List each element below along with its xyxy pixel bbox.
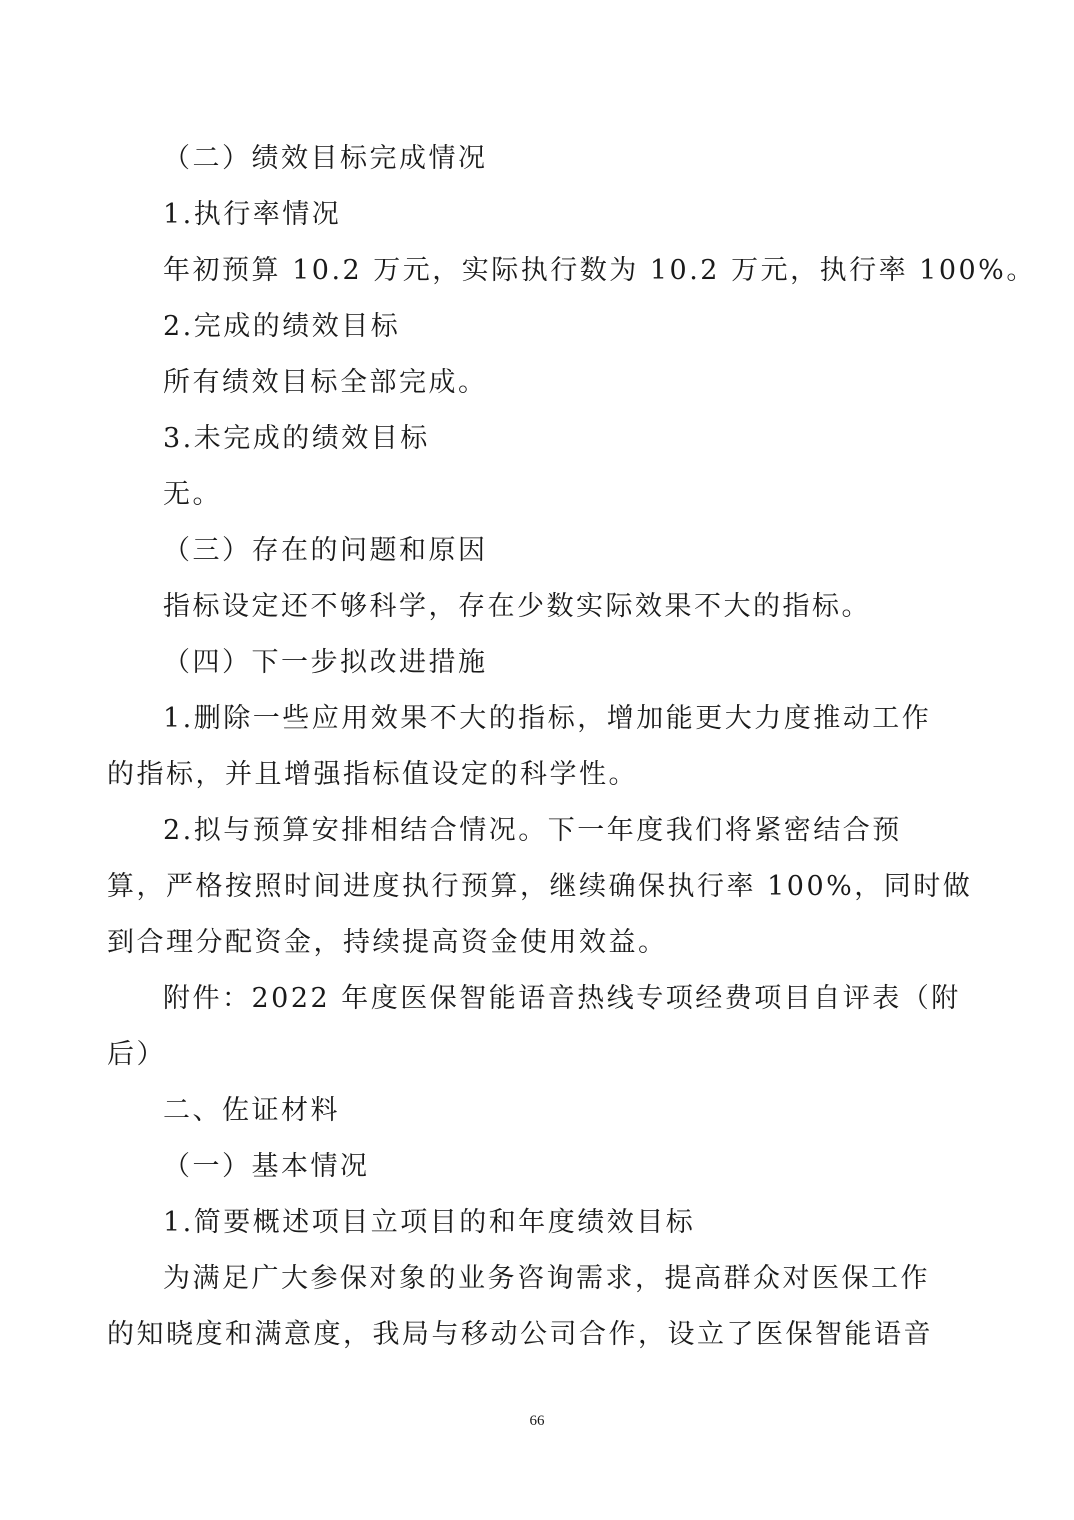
page-number: 66 [529,1413,545,1429]
paragraph-step1-line2: 的指标，并且增强指标值设定的科学性。 [107,759,638,790]
paragraph-overview-line1: 为满足广大参保对象的业务咨询需求，提高群众对医保工作 [163,1263,930,1294]
section-heading-basic-info: （一）基本情况 [163,1151,370,1182]
paragraph-step2-line3: 到合理分配资金，持续提高资金使用效益。 [107,927,668,958]
section-heading-evidence: 二、佐证材料 [163,1095,340,1126]
subheading-uncompleted-goals: 3.未完成的绩效目标 [163,423,430,454]
paragraph-step2-line2: 算，严格按照时间进度执行预算，继续确保执行率 100%，同时做 [107,871,973,902]
attachment-line1: 附件：2022 年度医保智能语音热线专项经费项目自评表（附 [163,983,961,1014]
subheading-execution-rate: 1.执行率情况 [163,199,342,230]
paragraph-all-completed: 所有绩效目标全部完成。 [163,367,488,398]
paragraph-overview-line2: 的知晓度和满意度，我局与移动公司合作，设立了医保智能语音 [107,1319,933,1350]
section-heading-performance-goals: （二）绩效目标完成情况 [163,143,488,174]
paragraph-step2-line1: 2.拟与预算安排相结合情况。下一年度我们将紧密结合预 [163,815,902,846]
section-heading-next-steps: （四）下一步拟改进措施 [163,647,488,678]
attachment-line2: 后） [107,1039,166,1070]
paragraph-none: 无。 [163,479,222,510]
paragraph-budget-execution: 年初预算 10.2 万元，实际执行数为 10.2 万元，执行率 100%。 [163,255,1036,286]
subheading-completed-goals: 2.完成的绩效目标 [163,311,401,342]
paragraph-problems: 指标设定还不够科学，存在少数实际效果不大的指标。 [163,591,871,622]
subheading-project-overview: 1.简要概述项目立项目的和年度绩效目标 [163,1207,696,1238]
paragraph-step1-line1: 1.删除一些应用效果不大的指标，增加能更大力度推动工作 [163,703,932,734]
section-heading-problems: （三）存在的问题和原因 [163,535,488,566]
